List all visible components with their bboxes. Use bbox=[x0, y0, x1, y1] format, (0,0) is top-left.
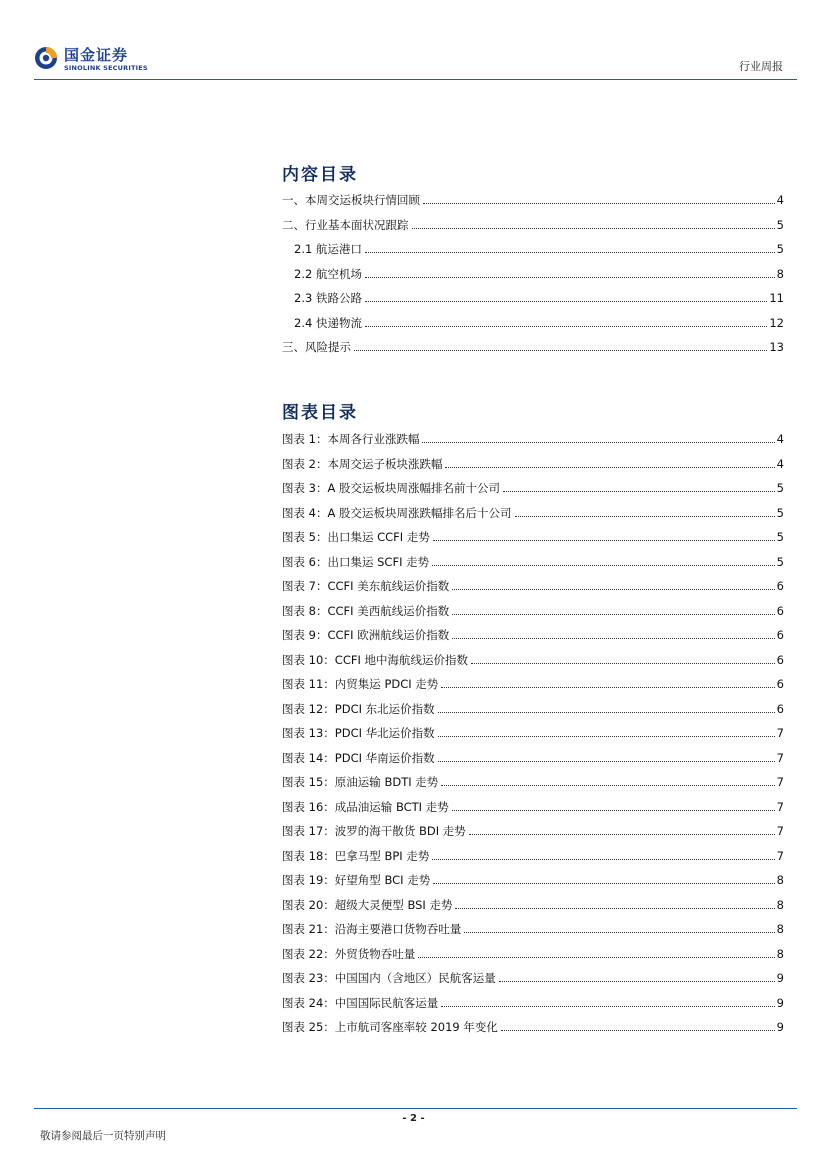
figure-entry[interactable] bbox=[282, 501, 784, 526]
dot-leader bbox=[432, 850, 774, 862]
dot-leader bbox=[423, 194, 775, 206]
page-number: - 2 - bbox=[402, 1113, 425, 1124]
figure-entry-label: 图表 11：内贸集运 PDCI 走势 bbox=[282, 677, 439, 692]
figure-entry-label: 图表 17：波罗的海干散货 BDI 走势 bbox=[282, 824, 466, 839]
toc-entry[interactable] bbox=[282, 213, 784, 238]
logo-cn-text: 国金证券 bbox=[64, 46, 129, 64]
dot-leader bbox=[418, 948, 774, 960]
figure-entry-label: 图表 13：PDCI 华北运价指数 bbox=[282, 726, 435, 741]
toc-entry[interactable] bbox=[282, 286, 784, 311]
figure-entry-page: 7 bbox=[776, 848, 784, 863]
dot-leader bbox=[501, 1021, 775, 1033]
dot-leader bbox=[432, 556, 775, 568]
figure-entry-page: 8 bbox=[776, 922, 784, 937]
figure-entry-page: 6 bbox=[776, 603, 784, 618]
figure-entry[interactable] bbox=[282, 770, 784, 795]
figure-entry-label: 图表 1：本周各行业涨跌幅 bbox=[282, 432, 420, 447]
toc-entry-page: 5 bbox=[776, 242, 784, 257]
figure-entry-page: 8 bbox=[776, 897, 784, 912]
figure-entry-page: 7 bbox=[776, 824, 784, 839]
figure-entry-label: 图表 8：CCFI 美西航线运价指数 bbox=[282, 603, 450, 618]
figure-entry-label: 图表 12：PDCI 东北运价指数 bbox=[282, 701, 435, 716]
figure-entry[interactable] bbox=[282, 427, 784, 452]
toc-entry-page: 12 bbox=[769, 315, 784, 330]
figure-entry-page: 8 bbox=[776, 873, 784, 888]
figure-entry-page: 9 bbox=[776, 1020, 784, 1035]
figure-entry-page: 6 bbox=[776, 701, 784, 716]
dot-leader bbox=[452, 605, 774, 617]
dot-leader bbox=[422, 433, 774, 445]
toc-entry-label: 三、风险提示 bbox=[282, 340, 351, 355]
dot-leader bbox=[441, 776, 774, 788]
dot-leader bbox=[445, 458, 774, 470]
toc-entry-page: 8 bbox=[776, 266, 784, 281]
figure-entry-label: 图表 6：出口集运 SCFI 走势 bbox=[282, 554, 430, 569]
figure-entry-label: 图表 4：A 股交运板块周涨跌幅排名后十公司 bbox=[282, 505, 512, 520]
figure-entry-label: 图表 15：原油运输 BDTI 走势 bbox=[282, 775, 439, 790]
figures-title: 图表目录 bbox=[282, 403, 358, 423]
disclaimer: 敬请参阅最后一页特别声明 bbox=[40, 1130, 166, 1142]
toc-entry[interactable] bbox=[282, 311, 784, 336]
figure-entry[interactable] bbox=[282, 525, 784, 550]
toc-entry[interactable] bbox=[282, 335, 784, 360]
figure-entry[interactable] bbox=[282, 476, 784, 501]
toc-entry-label: 一、本周交运板块行情回顾 bbox=[282, 193, 420, 208]
figure-entry-label: 图表 7：CCFI 美东航线运价指数 bbox=[282, 579, 450, 594]
footer-divider bbox=[34, 1108, 797, 1109]
figure-entry[interactable] bbox=[282, 966, 784, 991]
dot-leader bbox=[412, 219, 775, 231]
toc-entry-page: 5 bbox=[776, 217, 784, 232]
figure-entry-page: 5 bbox=[776, 481, 784, 496]
figure-entry[interactable] bbox=[282, 550, 784, 575]
toc-entry[interactable] bbox=[282, 237, 784, 262]
dot-leader bbox=[365, 268, 775, 280]
figure-entry-label: 图表 19：好望角型 BCI 走势 bbox=[282, 873, 431, 888]
toc-entry-page: 4 bbox=[776, 193, 784, 208]
figure-entry-page: 5 bbox=[776, 505, 784, 520]
dot-leader bbox=[441, 997, 774, 1009]
figure-entry-page: 7 bbox=[776, 726, 784, 741]
figure-entry-label: 图表 23：中国国内（含地区）民航客运量 bbox=[282, 971, 496, 986]
figure-entry[interactable] bbox=[282, 844, 784, 869]
dot-leader bbox=[354, 341, 767, 353]
figure-entry[interactable] bbox=[282, 1015, 784, 1040]
figure-entry-page: 4 bbox=[776, 456, 784, 471]
figure-entry-page: 6 bbox=[776, 652, 784, 667]
figure-entry-page: 7 bbox=[776, 799, 784, 814]
figure-entry[interactable] bbox=[282, 917, 784, 942]
dot-leader bbox=[365, 243, 775, 255]
dot-leader bbox=[469, 825, 775, 837]
dot-leader bbox=[438, 727, 775, 739]
figure-entry-page: 8 bbox=[776, 946, 784, 961]
logo-mark-icon bbox=[34, 46, 58, 70]
figure-entry[interactable] bbox=[282, 672, 784, 697]
figure-entry-page: 9 bbox=[776, 995, 784, 1010]
figure-entry[interactable] bbox=[282, 942, 784, 967]
logo-en-text: SINOLINK SECURITIES bbox=[64, 64, 148, 72]
figure-entry[interactable] bbox=[282, 893, 784, 918]
contents-list bbox=[282, 188, 784, 360]
figure-entry[interactable] bbox=[282, 452, 784, 477]
dot-leader bbox=[433, 874, 774, 886]
dot-leader bbox=[365, 292, 767, 304]
figure-entry-label: 图表 5：出口集运 CCFI 走势 bbox=[282, 530, 430, 545]
figure-entry-label: 图表 20：超级大灵便型 BSI 走势 bbox=[282, 897, 453, 912]
figure-entry-page: 7 bbox=[776, 775, 784, 790]
figure-entry[interactable] bbox=[282, 795, 784, 820]
figure-entry[interactable] bbox=[282, 721, 784, 746]
figure-entry[interactable] bbox=[282, 648, 784, 673]
dot-leader bbox=[365, 317, 767, 329]
figure-entry-label: 图表 2：本周交运子板块涨跌幅 bbox=[282, 456, 443, 471]
dot-leader bbox=[471, 654, 775, 666]
figure-entry-label: 图表 22：外贸货物吞吐量 bbox=[282, 946, 416, 961]
toc-entry-page: 11 bbox=[769, 291, 784, 306]
figure-entry[interactable] bbox=[282, 697, 784, 722]
figure-entry-label: 图表 9：CCFI 欧洲航线运价指数 bbox=[282, 628, 450, 643]
dot-leader bbox=[464, 923, 774, 935]
dot-leader bbox=[499, 972, 775, 984]
figure-entry-label: 图表 25：上市航司客座率较 2019 年变化 bbox=[282, 1020, 498, 1035]
figure-entry[interactable] bbox=[282, 746, 784, 771]
contents-title: 内容目录 bbox=[282, 165, 358, 185]
figure-entry-label: 图表 18：巴拿马型 BPI 走势 bbox=[282, 848, 430, 863]
figure-entry[interactable] bbox=[282, 819, 784, 844]
figure-entry[interactable] bbox=[282, 868, 784, 893]
dot-leader bbox=[438, 703, 775, 715]
toc-entry-label: 2.4 快递物流 bbox=[294, 315, 362, 330]
toc-entry-page: 13 bbox=[769, 340, 784, 355]
figure-entry[interactable] bbox=[282, 599, 784, 624]
toc-entry[interactable] bbox=[282, 262, 784, 287]
report-type: 行业周报 bbox=[739, 60, 783, 73]
dot-leader bbox=[433, 531, 775, 543]
figure-entry-page: 7 bbox=[776, 750, 784, 765]
toc-entry-label: 2.2 航空机场 bbox=[294, 266, 362, 281]
dot-leader bbox=[441, 678, 774, 690]
dot-leader bbox=[515, 507, 775, 519]
header-divider bbox=[34, 79, 797, 80]
figure-entry-page: 5 bbox=[776, 554, 784, 569]
dot-leader bbox=[452, 629, 774, 641]
toc-entry-label: 2.1 航运港口 bbox=[294, 242, 362, 257]
company-logo bbox=[34, 46, 164, 78]
dot-leader bbox=[503, 482, 775, 494]
figure-entry-label: 图表 14：PDCI 华南运价指数 bbox=[282, 750, 435, 765]
dot-leader bbox=[452, 801, 775, 813]
toc-entry-label: 2.3 铁路公路 bbox=[294, 291, 362, 306]
toc-entry-label: 二、行业基本面状况跟踪 bbox=[282, 217, 409, 232]
figure-entry[interactable] bbox=[282, 574, 784, 599]
page-header bbox=[0, 0, 827, 80]
dot-leader bbox=[438, 752, 775, 764]
figure-entry-page: 5 bbox=[776, 530, 784, 545]
dot-leader bbox=[455, 899, 774, 911]
figure-entry[interactable] bbox=[282, 623, 784, 648]
figure-entry-page: 9 bbox=[776, 971, 784, 986]
figure-entry-page: 6 bbox=[776, 579, 784, 594]
figure-entry-page: 6 bbox=[776, 628, 784, 643]
figure-entry-label: 图表 24：中国国际民航客运量 bbox=[282, 995, 439, 1010]
figure-entry-label: 图表 21：沿海主要港口货物吞吐量 bbox=[282, 922, 462, 937]
figure-entry-page: 4 bbox=[776, 432, 784, 447]
toc-entry[interactable] bbox=[282, 188, 784, 213]
figure-entry-label: 图表 3：A 股交运板块周涨幅排名前十公司 bbox=[282, 481, 500, 496]
figure-entry-label: 图表 10：CCFI 地中海航线运价指数 bbox=[282, 652, 469, 667]
figures-list bbox=[282, 427, 784, 1040]
figure-entry-page: 6 bbox=[776, 677, 784, 692]
figure-entry-label: 图表 16：成品油运输 BCTI 走势 bbox=[282, 799, 449, 814]
dot-leader bbox=[452, 580, 774, 592]
figure-entry[interactable] bbox=[282, 991, 784, 1016]
